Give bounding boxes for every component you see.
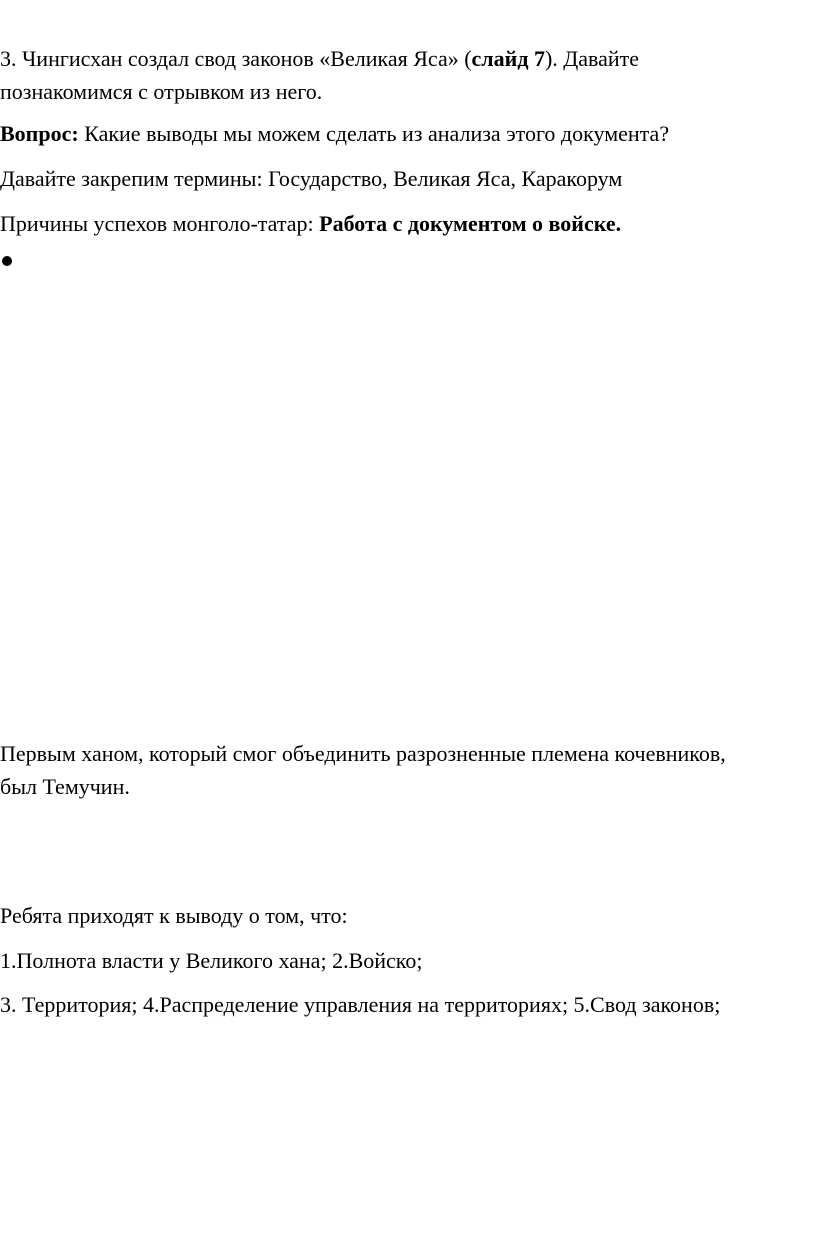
reasons-bold: Работа с документом о войске.	[319, 211, 622, 236]
yasa-line-2: познакомимся с отрывком из него.	[0, 79, 323, 104]
temuchin-line-2: был Темучин.	[0, 774, 130, 799]
conclusion-line-1: 1.Полнота власти у Великого хана; 2.Войско;	[0, 948, 423, 973]
yasa-text: 3. Чингисхан создал свод законов «Великая Яса» (	[0, 46, 472, 71]
conclusion-line-2: 3. Территория; 4.Распределение управления на территориях; 5.Свод законов;	[0, 992, 721, 1017]
question-label: Вопрос:	[0, 121, 79, 146]
yasa-line-1	[0, 44, 639, 74]
temuchin-line-1: Первым ханом, который смог объединить разрозненные племена кочевников,	[0, 741, 726, 766]
bullet-point	[2, 256, 12, 266]
question-line	[0, 119, 669, 149]
reasons-text: Причины успехов монголо-татар:	[0, 211, 320, 236]
slide-reference: слайд 7	[471, 46, 545, 71]
conclusion-intro: Ребята приходят к выводу о том, что:	[0, 903, 348, 928]
yasa-text-suffix: ). Давайте	[544, 46, 640, 71]
question-text: Какие выводы мы можем сделать из анализа этого документа?	[78, 121, 670, 146]
terms-line: Давайте закрепим термины: Государство, Великая Яса, Каракорум	[0, 166, 623, 191]
reasons-line	[0, 209, 621, 239]
